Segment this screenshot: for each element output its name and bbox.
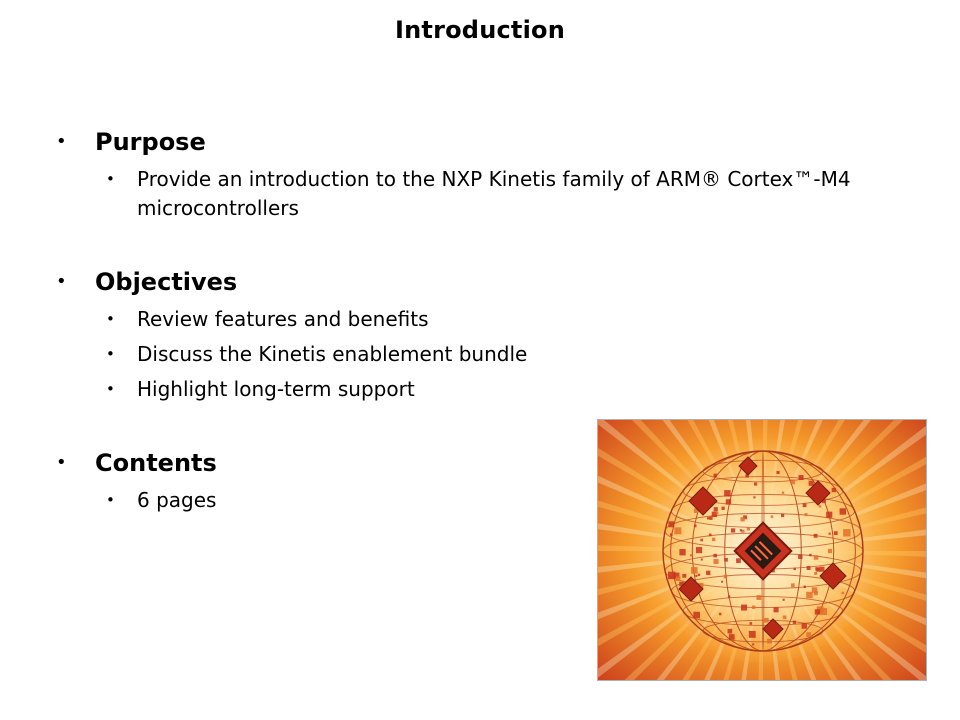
sphere-node — [691, 567, 698, 574]
sphere-node — [798, 555, 802, 559]
section-heading-purpose — [56, 127, 876, 157]
list-item-text: Discuss the Kinetis enablement bundle — [137, 342, 528, 366]
sphere-node — [740, 517, 744, 521]
list-item — [56, 165, 876, 223]
sphere-node — [767, 639, 772, 644]
sphere-node — [668, 572, 676, 580]
sphere-node — [815, 567, 819, 571]
sphere-node — [826, 512, 832, 518]
sphere-node — [814, 534, 818, 538]
sphere-node — [682, 574, 686, 578]
list-item — [56, 340, 876, 369]
sphere-node — [712, 538, 715, 541]
sphere-node — [729, 634, 735, 640]
slide-title: Introduction — [395, 16, 565, 44]
sphere-node — [799, 475, 804, 480]
sphere-node — [807, 566, 811, 570]
sphere-node — [764, 618, 769, 623]
sub-bullet-icon: • — [106, 491, 115, 509]
sphere-node — [804, 586, 806, 588]
sphere-node — [694, 525, 697, 528]
sphere-node — [728, 629, 733, 634]
sphere-node — [698, 574, 700, 576]
objectives-list — [56, 305, 876, 404]
sphere-illustration — [598, 420, 927, 681]
sphere-node — [793, 621, 796, 624]
list-item-text: Provide an introduction to the NXP Kinetis family of ARM® Cortex™-M4 microcontrollers — [137, 167, 851, 220]
bullet-icon: • — [56, 271, 67, 292]
bullet-icon: • — [56, 131, 67, 152]
sphere-node — [753, 496, 755, 498]
sphere-node — [803, 503, 807, 507]
sphere-node — [736, 558, 741, 563]
sphere-node — [709, 534, 712, 537]
section-heading-objectives — [56, 267, 876, 297]
sphere-node — [726, 499, 731, 504]
sphere-node — [793, 568, 795, 570]
sphere-node — [714, 507, 718, 511]
sphere-node — [834, 531, 838, 535]
sphere-node — [783, 599, 785, 601]
sub-bullet-icon: • — [106, 310, 115, 328]
sphere-node — [724, 490, 730, 496]
sub-bullet-icon: • — [106, 170, 115, 188]
sphere-node — [809, 554, 811, 556]
sphere-node — [709, 517, 712, 520]
sphere-node — [828, 549, 832, 553]
sphere-node — [804, 513, 807, 516]
section-objectives — [56, 267, 876, 410]
sphere-node — [668, 521, 674, 527]
sphere-node — [696, 547, 702, 553]
list-item — [56, 305, 876, 334]
sphere-node — [843, 529, 850, 536]
sphere-node — [721, 507, 724, 510]
sphere-node — [754, 483, 757, 486]
sphere-node — [756, 595, 761, 600]
sphere-node — [752, 643, 754, 645]
sphere-node — [791, 583, 795, 587]
sphere-node — [724, 575, 727, 578]
list-item-text: Highlight long-term support — [137, 377, 415, 401]
sphere-node — [670, 533, 673, 536]
sphere-node — [690, 554, 693, 557]
sphere-node — [790, 479, 795, 484]
sphere-node — [814, 572, 817, 575]
sphere-node — [701, 558, 703, 560]
sphere-node — [679, 549, 685, 555]
sphere-node — [693, 612, 700, 619]
section-purpose — [56, 127, 876, 229]
sphere-node — [674, 527, 681, 534]
sphere-node — [721, 581, 723, 583]
sphere-node — [713, 554, 717, 558]
sphere-node — [832, 488, 836, 492]
sphere-node — [752, 606, 755, 609]
sphere-node — [806, 632, 811, 637]
heading-text: Objectives — [95, 268, 238, 296]
sphere-node — [782, 492, 784, 494]
sphere-node — [707, 517, 709, 519]
sphere-node — [814, 555, 819, 560]
sphere-node — [841, 592, 843, 594]
sphere-node — [809, 481, 814, 486]
sphere-node — [840, 508, 846, 514]
sphere-node — [812, 587, 818, 593]
kinetis-sphere-image — [597, 419, 927, 681]
purpose-list — [56, 165, 876, 223]
sphere-node — [731, 528, 735, 532]
sphere-node — [829, 533, 831, 535]
list-item — [56, 375, 876, 404]
sphere-node — [714, 559, 719, 564]
sphere-node — [741, 605, 747, 611]
sphere-node — [747, 527, 750, 530]
sphere-node — [716, 512, 718, 514]
bullet-icon: • — [56, 452, 67, 473]
heading-text: Contents — [95, 449, 217, 477]
sphere-node — [706, 571, 710, 575]
sphere-node — [719, 613, 721, 615]
sphere-node — [776, 471, 779, 474]
sphere-node — [713, 474, 716, 477]
sphere-node — [783, 616, 787, 620]
sphere-node — [750, 622, 753, 625]
sphere-node — [676, 576, 681, 581]
sphere-node — [695, 575, 697, 577]
sub-bullet-icon: • — [106, 380, 115, 398]
sphere-node — [771, 515, 774, 518]
sphere-node — [728, 595, 730, 597]
sphere-node — [781, 514, 784, 517]
sphere-node — [815, 609, 820, 614]
sphere-node — [724, 558, 728, 562]
sphere-node — [806, 592, 812, 598]
sphere-node — [740, 529, 742, 531]
heading-text: Purpose — [95, 128, 206, 156]
sphere-node — [774, 607, 779, 612]
sphere-node — [802, 623, 807, 628]
sphere-node — [700, 539, 703, 542]
sphere-node — [749, 631, 756, 638]
sphere-node — [819, 505, 821, 507]
sub-bullet-icon: • — [106, 345, 115, 363]
list-item-text: Review features and benefits — [137, 307, 429, 331]
list-item-text: 6 pages — [137, 488, 217, 512]
